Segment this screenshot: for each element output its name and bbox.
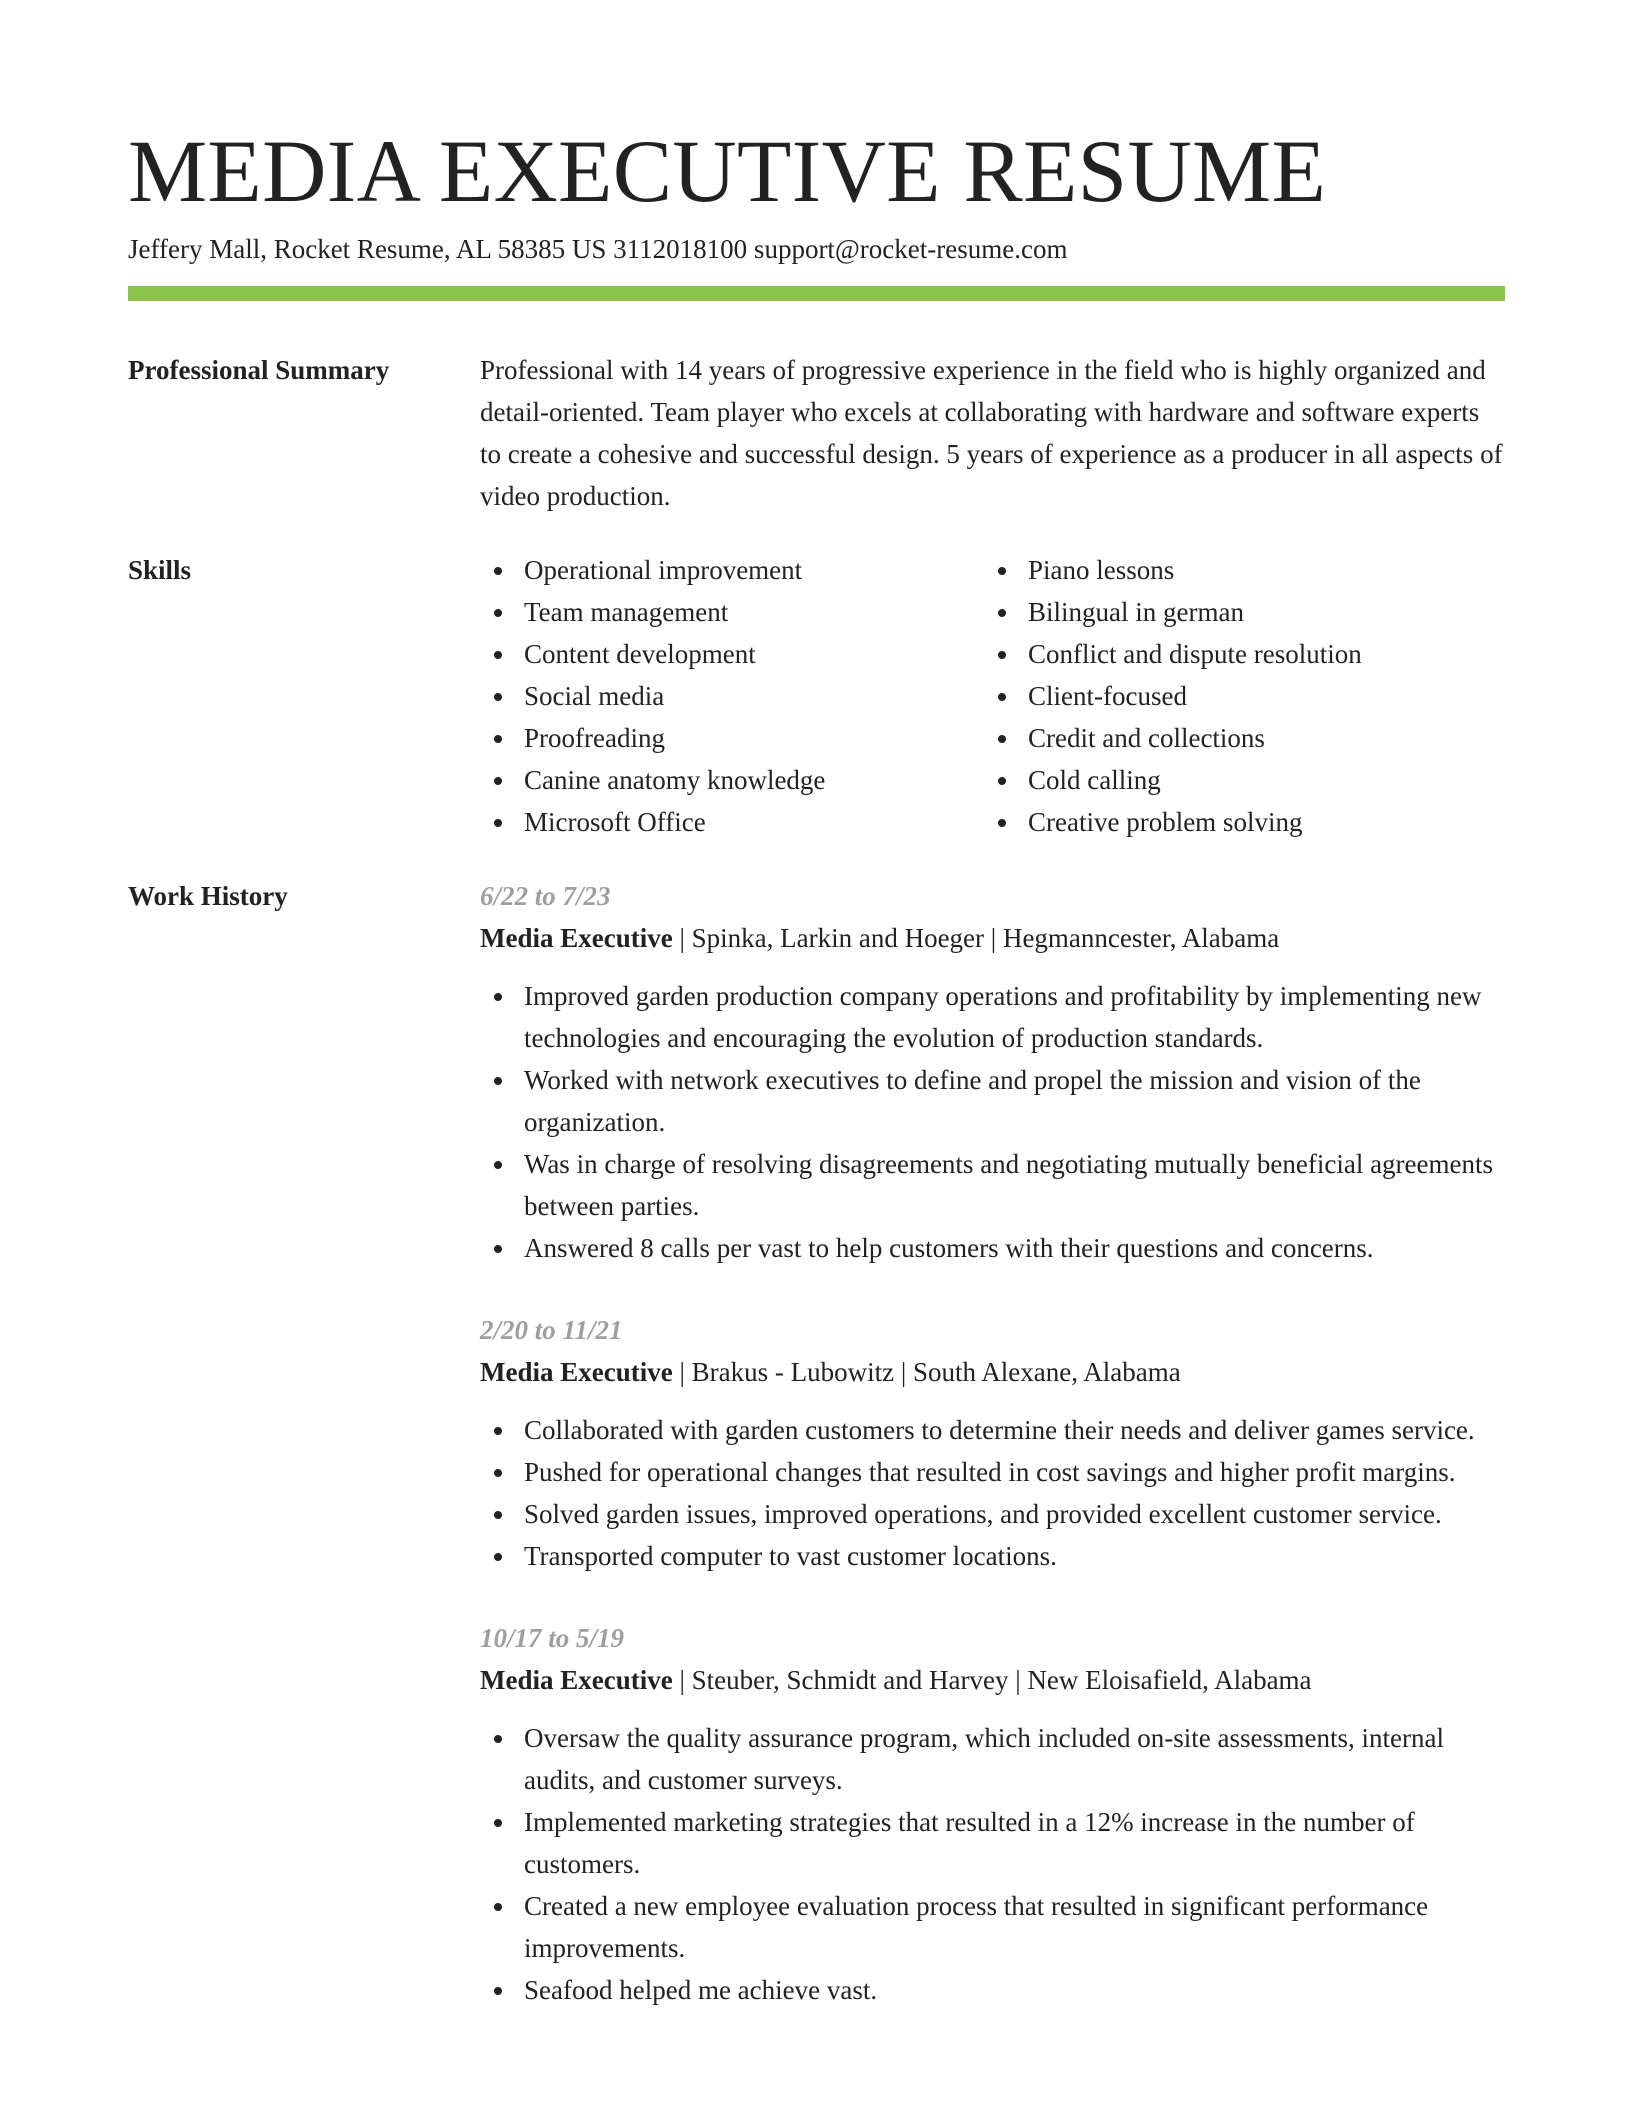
job-header bbox=[480, 1351, 1505, 1393]
job-bullet: Implemented marketing strategies that resulted in a 12% increase in the number of customers. bbox=[480, 1801, 1505, 1885]
job-bullet: Collaborated with garden customers to determine their needs and deliver games service. bbox=[480, 1409, 1505, 1451]
job-dates: 6/22 to 7/23 bbox=[480, 881, 611, 911]
job-bullet: Solved garden issues, improved operations, and provided excellent customer service. bbox=[480, 1493, 1505, 1535]
job-entry bbox=[480, 1617, 1505, 2011]
summary-text: Professional with 14 years of progressive experience in the field who is highly organized and detail-oriented. Team player who excels at collaborating with hardware and software experts to create a cohesive and successful design. 5 years of experience as a producer in all aspects of video production. bbox=[480, 355, 1503, 511]
skill-item: Team management bbox=[480, 591, 984, 633]
job-bullet: Was in charge of resolving disagreements and negotiating mutually beneficial agreements between parties. bbox=[480, 1143, 1505, 1227]
job-bullet: Improved garden production company operations and profitability by implementing new technologies and encouraging the evolution of production standards. bbox=[480, 975, 1505, 1059]
skills-heading: Skills bbox=[128, 555, 192, 585]
skill-item: Canine anatomy knowledge bbox=[480, 759, 984, 801]
job-dates: 10/17 to 5/19 bbox=[480, 1623, 625, 1653]
job-separator: | bbox=[984, 923, 1003, 953]
skills-section bbox=[480, 549, 1505, 843]
skill-item: Operational improvement bbox=[480, 549, 984, 591]
job-bullets bbox=[480, 975, 1505, 1269]
skill-item: Social media bbox=[480, 675, 984, 717]
skill-item: Microsoft Office bbox=[480, 801, 984, 843]
job-bullets bbox=[480, 1409, 1505, 1577]
job-bullet: Transported computer to vast customer locations. bbox=[480, 1535, 1505, 1577]
job-title: Media Executive bbox=[480, 923, 673, 953]
job-separator: | bbox=[672, 1665, 692, 1695]
summary-heading: Professional Summary bbox=[128, 355, 390, 385]
job-separator: | bbox=[672, 923, 692, 953]
skill-item: Credit and collections bbox=[984, 717, 1488, 759]
work-history-heading: Work History bbox=[128, 881, 288, 911]
skill-item: Cold calling bbox=[984, 759, 1488, 801]
job-entry bbox=[480, 875, 1505, 1269]
skill-item: Client-focused bbox=[984, 675, 1488, 717]
job-company: Brakus - Lubowitz bbox=[691, 1357, 895, 1387]
job-bullet: Worked with network executives to define and propel the mission and vision of the organization. bbox=[480, 1059, 1505, 1143]
job-location: New Eloisafield, Alabama bbox=[1027, 1665, 1312, 1695]
skill-item: Content development bbox=[480, 633, 984, 675]
job-separator: | bbox=[672, 1357, 692, 1387]
job-bullet: Pushed for operational changes that resulted in cost savings and higher profit margins. bbox=[480, 1451, 1505, 1493]
job-separator: | bbox=[1008, 1665, 1028, 1695]
resume-title: MEDIA EXECUTIVE RESUME bbox=[128, 123, 1327, 221]
job-title: Media Executive bbox=[480, 1665, 673, 1695]
work-history-section bbox=[480, 875, 1505, 2051]
summary-section bbox=[480, 349, 1505, 517]
job-entry bbox=[480, 1309, 1505, 1577]
job-company: Steuber, Schmidt and Harvey bbox=[691, 1665, 1009, 1695]
job-dates: 2/20 to 11/21 bbox=[480, 1315, 623, 1345]
skill-item: Creative problem solving bbox=[984, 801, 1488, 843]
job-bullet: Answered 8 calls per vast to help customers with their questions and concerns. bbox=[480, 1227, 1505, 1269]
skills-list-left bbox=[480, 549, 984, 843]
job-bullet: Seafood helped me achieve vast. bbox=[480, 1969, 1505, 2011]
skills-list-right bbox=[984, 549, 1488, 843]
job-header bbox=[480, 917, 1505, 959]
job-company: Spinka, Larkin and Hoeger bbox=[691, 923, 985, 953]
header-divider bbox=[128, 286, 1505, 301]
skill-item: Proofreading bbox=[480, 717, 984, 759]
job-location: South Alexane, Alabama bbox=[913, 1357, 1181, 1387]
job-location: Hegmanncester, Alabama bbox=[1002, 923, 1280, 953]
skill-item: Piano lessons bbox=[984, 549, 1488, 591]
job-separator: | bbox=[894, 1357, 913, 1387]
job-bullet: Created a new employee evaluation process that resulted in significant performance improvements. bbox=[480, 1885, 1505, 1969]
job-title: Media Executive bbox=[480, 1357, 673, 1387]
skill-item: Conflict and dispute resolution bbox=[984, 633, 1488, 675]
job-header bbox=[480, 1659, 1505, 1701]
job-bullets bbox=[480, 1717, 1505, 2011]
skill-item: Bilingual in german bbox=[984, 591, 1488, 633]
job-bullet: Oversaw the quality assurance program, which included on-site assessments, internal audits, and customer surveys. bbox=[480, 1717, 1505, 1801]
contact-info: Jeffery Mall, Rocket Resume, AL 58385 US 3112018100 support@rocket-resume.com bbox=[128, 234, 1068, 264]
